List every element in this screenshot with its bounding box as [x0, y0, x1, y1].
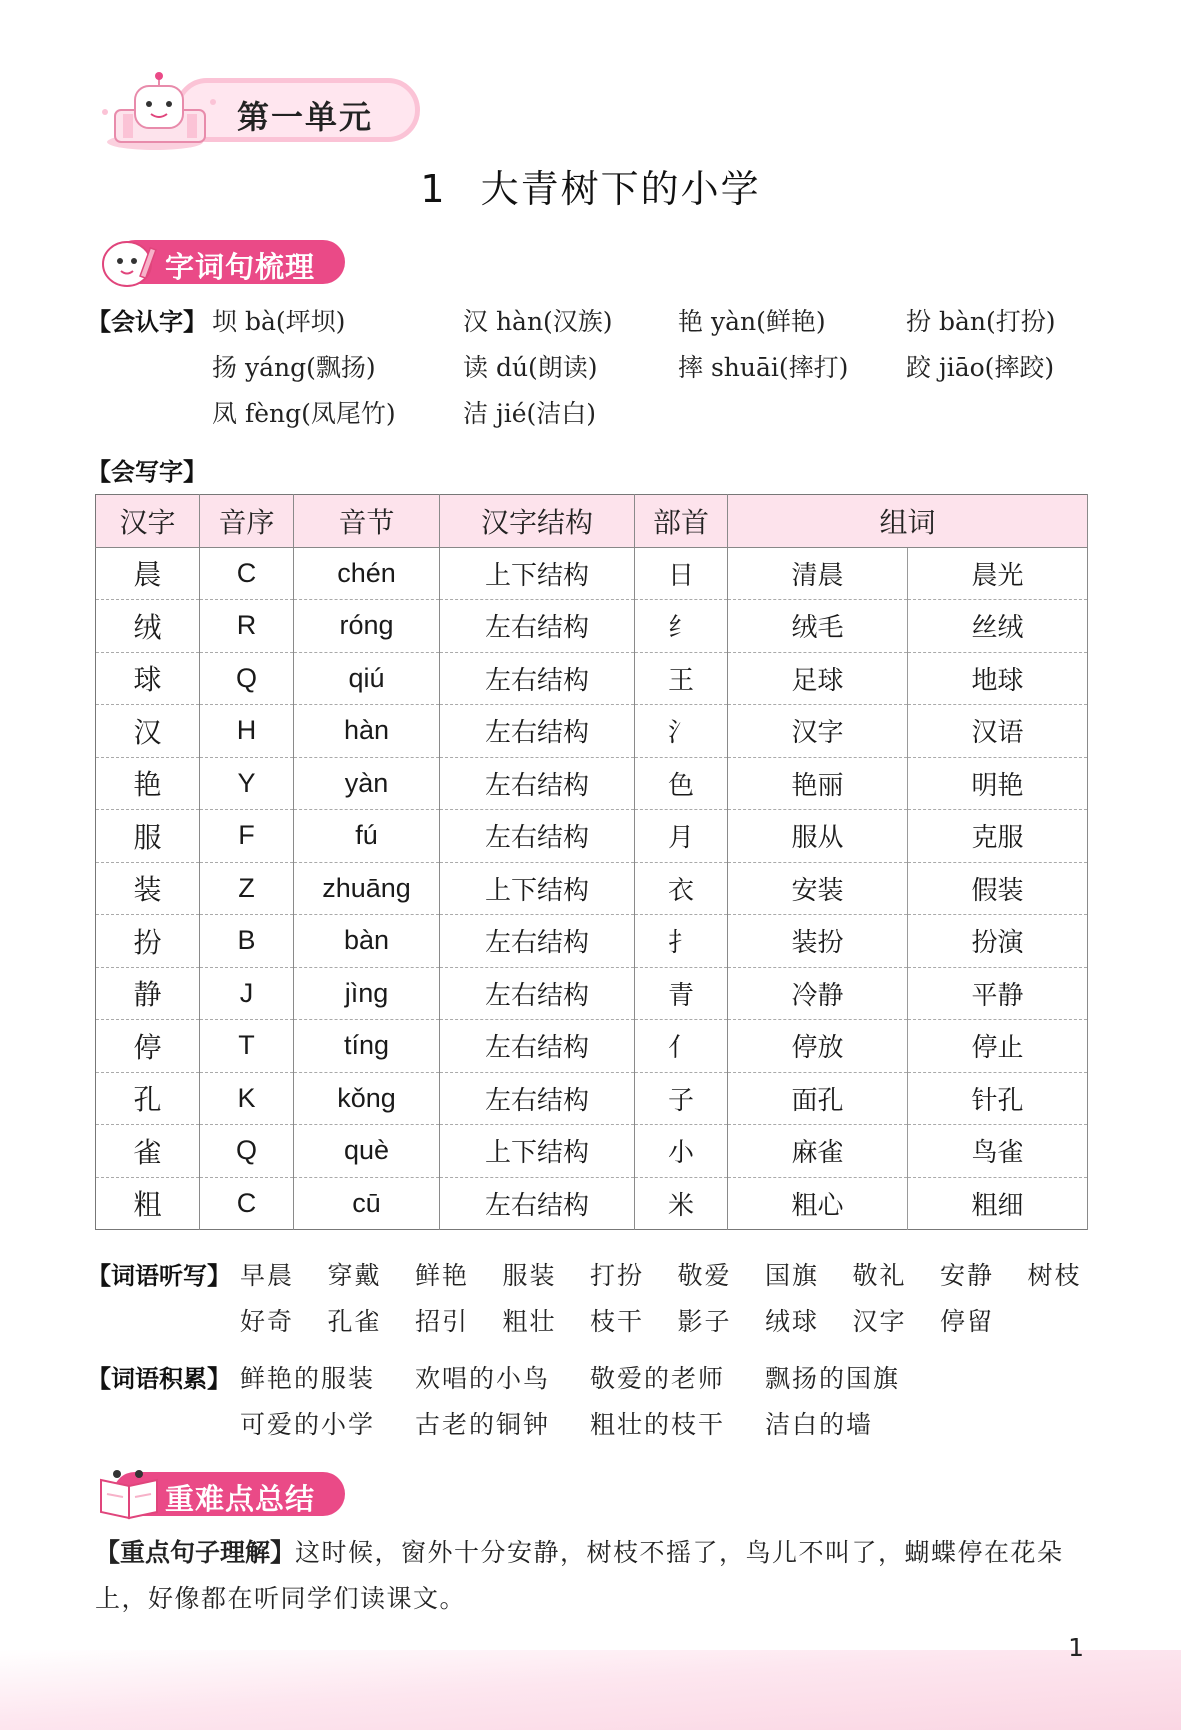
dictation-word: 穿戴 [327, 1261, 382, 1290]
robot-mascot-icon [95, 72, 225, 152]
dictation-word: 停留 [940, 1307, 995, 1336]
cell-radical: 衣 [635, 862, 728, 915]
cell-word: 艳丽 [728, 757, 908, 810]
cell-word: 面孔 [728, 1072, 908, 1125]
cell-order: R [200, 600, 294, 653]
cell-structure: 左右结构 [440, 757, 635, 810]
page-number: 1 [1068, 1633, 1084, 1662]
cell-radical: 亻 [635, 1020, 728, 1073]
header-structure: 汉字结构 [440, 495, 635, 548]
table-row [96, 1072, 1088, 1125]
cell-structure: 左右结构 [440, 652, 635, 705]
cell-word: 假装 [908, 862, 1088, 915]
key-sentence-text: 这时候，窗外十分安静，树枝不摇了，鸟儿不叫了，蝴蝶停在花朵上，好像都在听同学们读课文。 [95, 1538, 1064, 1613]
cell-order: C [200, 547, 294, 600]
cell-radical: 扌 [635, 915, 728, 968]
cell-word: 汉语 [908, 705, 1088, 758]
header-order: 音序 [200, 495, 294, 548]
cell-word: 冷静 [728, 967, 908, 1020]
lesson-number: 1 [420, 167, 447, 211]
cell-word: 麻雀 [728, 1125, 908, 1178]
cell-order: K [200, 1072, 294, 1125]
accumulate-phrase: 可爱的小学 [240, 1410, 376, 1439]
accumulate-phrase: 洁白的墙 [765, 1410, 874, 1439]
unit-banner [95, 72, 430, 152]
header-char: 汉字 [96, 495, 200, 548]
cell-order: C [200, 1177, 294, 1230]
pencil-mascot-icon [95, 234, 165, 290]
cell-radical: 子 [635, 1072, 728, 1125]
cell-radical: 纟 [635, 600, 728, 653]
cell-char: 装 [96, 862, 200, 915]
cell-structure: 左右结构 [440, 967, 635, 1020]
cell-word: 绒毛 [728, 600, 908, 653]
dictation-word: 安静 [940, 1261, 995, 1290]
cell-pinyin: qiú [294, 652, 440, 705]
cell-pinyin: hàn [294, 705, 440, 758]
cell-order: Q [200, 1125, 294, 1178]
dictation-word: 敬礼 [852, 1261, 907, 1290]
table-row [96, 915, 1088, 968]
table-row [96, 705, 1088, 758]
cell-pinyin: fú [294, 810, 440, 863]
cell-char: 雀 [96, 1125, 200, 1178]
cell-char: 服 [96, 810, 200, 863]
lesson-name: 大青树下的小学 [480, 167, 761, 211]
table-row [96, 652, 1088, 705]
cell-word: 足球 [728, 652, 908, 705]
cell-char: 汉 [96, 705, 200, 758]
cell-pinyin: què [294, 1125, 440, 1178]
recognize-item: 洁 jié(洁白) [463, 399, 596, 428]
cell-char: 停 [96, 1020, 200, 1073]
cell-word: 粗心 [728, 1177, 908, 1230]
accumulate-phrase: 粗壮的枝干 [590, 1410, 726, 1439]
cell-pinyin: chén [294, 547, 440, 600]
cell-structure: 上下结构 [440, 547, 635, 600]
cell-char: 孔 [96, 1072, 200, 1125]
cell-order: J [200, 967, 294, 1020]
section-title-words: 字词句梳理 [165, 250, 316, 284]
dictation-word: 绒球 [765, 1307, 820, 1336]
unit-title: 第一单元 [237, 98, 374, 136]
dictation-word: 鲜艳 [415, 1261, 470, 1290]
lesson-title [0, 158, 1181, 213]
cell-char: 艳 [96, 757, 200, 810]
cell-char: 球 [96, 652, 200, 705]
table-row [96, 600, 1088, 653]
cell-word: 针孔 [908, 1072, 1088, 1125]
cell-order: Y [200, 757, 294, 810]
cell-word: 粗细 [908, 1177, 1088, 1230]
book-mascot-icon [95, 1466, 165, 1522]
cell-word: 安装 [728, 862, 908, 915]
cell-structure: 左右结构 [440, 1020, 635, 1073]
dictation-word: 粗壮 [502, 1307, 557, 1336]
cell-radical: 日 [635, 547, 728, 600]
cell-pinyin: róng [294, 600, 440, 653]
header-radical: 部首 [635, 495, 728, 548]
cell-word: 清晨 [728, 547, 908, 600]
recognize-item: 扮 bàn(打扮) [906, 307, 1056, 336]
key-sentence-label: 【重点句子理解】 [95, 1538, 296, 1567]
cell-structure: 左右结构 [440, 705, 635, 758]
cell-order: B [200, 915, 294, 968]
cell-word: 汉字 [728, 705, 908, 758]
section-tag-key-points [95, 1470, 345, 1518]
recognize-item: 艳 yàn(鲜艳) [678, 307, 826, 336]
cell-word: 扮演 [908, 915, 1088, 968]
cell-structure: 左右结构 [440, 915, 635, 968]
cell-structure: 左右结构 [440, 1072, 635, 1125]
footer-band [0, 1650, 1181, 1730]
cell-radical: 小 [635, 1125, 728, 1178]
cell-order: T [200, 1020, 294, 1073]
cell-order: Q [200, 652, 294, 705]
cell-char: 晨 [96, 547, 200, 600]
table-row [96, 757, 1088, 810]
cell-char: 扮 [96, 915, 200, 968]
dictation-word: 树枝 [1027, 1261, 1082, 1290]
cell-structure: 左右结构 [440, 600, 635, 653]
cell-pinyin: jìng [294, 967, 440, 1020]
cell-word: 平静 [908, 967, 1088, 1020]
char-table [95, 494, 1088, 1230]
accumulate-phrase: 古老的铜钟 [415, 1410, 551, 1439]
table-row [96, 1177, 1088, 1230]
recognize-item: 汉 hàn(汉族) [463, 307, 613, 336]
cell-structure: 上下结构 [440, 862, 635, 915]
cell-word: 装扮 [728, 915, 908, 968]
table-header-row [96, 495, 1088, 548]
dictation-word: 孔雀 [327, 1307, 382, 1336]
cell-pinyin: tíng [294, 1020, 440, 1073]
table-row [96, 967, 1088, 1020]
cell-structure: 左右结构 [440, 810, 635, 863]
cell-word: 鸟雀 [908, 1125, 1088, 1178]
dictation-word: 服装 [502, 1261, 557, 1290]
cell-order: F [200, 810, 294, 863]
table-row [96, 1125, 1088, 1178]
cell-char: 静 [96, 967, 200, 1020]
cell-word: 晨光 [908, 547, 1088, 600]
dictation-word: 早晨 [240, 1261, 295, 1290]
cell-pinyin: kǒng [294, 1072, 440, 1125]
section-tag-words [95, 238, 345, 286]
header-pinyin: 音节 [294, 495, 440, 548]
write-label: 【会写字】 [87, 458, 207, 486]
accumulate-label: 【词语积累】 [87, 1365, 231, 1393]
cell-word: 停放 [728, 1020, 908, 1073]
cell-order: Z [200, 862, 294, 915]
dictation-word: 影子 [677, 1307, 732, 1336]
key-sentence [95, 1530, 1089, 1622]
cell-radical: 青 [635, 967, 728, 1020]
cell-structure: 左右结构 [440, 1177, 635, 1230]
table-row [96, 862, 1088, 915]
cell-pinyin: bàn [294, 915, 440, 968]
cell-word: 丝绒 [908, 600, 1088, 653]
cell-word: 克服 [908, 810, 1088, 863]
section-title-key-points: 重难点总结 [165, 1482, 316, 1516]
recognize-item: 跤 jiāo(摔跤) [906, 353, 1055, 382]
recognize-item: 摔 shuāi(摔打) [678, 353, 849, 382]
cell-word: 停止 [908, 1020, 1088, 1073]
cell-structure: 上下结构 [440, 1125, 635, 1178]
char-table-body [96, 547, 1088, 1230]
dictation-label: 【词语听写】 [87, 1262, 231, 1290]
accumulate-phrase: 欢唱的小鸟 [415, 1364, 551, 1393]
cell-pinyin: cū [294, 1177, 440, 1230]
recognize-item: 扬 yáng(飘扬) [212, 353, 376, 382]
cell-radical: 王 [635, 652, 728, 705]
cell-pinyin: zhuāng [294, 862, 440, 915]
accumulate-phrase: 飘扬的国旗 [765, 1364, 901, 1393]
table-row [96, 1020, 1088, 1073]
dictation-word: 国旗 [765, 1261, 820, 1290]
accumulate-phrase: 鲜艳的服装 [240, 1364, 376, 1393]
cell-radical: 米 [635, 1177, 728, 1230]
table-row [96, 547, 1088, 600]
recognize-item: 读 dú(朗读) [463, 353, 598, 382]
dictation-word: 汉字 [852, 1307, 907, 1336]
cell-radical: 氵 [635, 705, 728, 758]
dictation-word: 枝干 [590, 1307, 645, 1336]
accumulate-phrase: 敬爱的老师 [590, 1364, 726, 1393]
cell-word: 明艳 [908, 757, 1088, 810]
cell-radical: 色 [635, 757, 728, 810]
dictation-word: 打扮 [590, 1261, 645, 1290]
cell-radical: 月 [635, 810, 728, 863]
table-row [96, 810, 1088, 863]
recognize-label: 【会认字】 [87, 308, 207, 336]
dictation-word: 好奇 [240, 1307, 295, 1336]
cell-char: 粗 [96, 1177, 200, 1230]
dictation-word: 敬爱 [677, 1261, 732, 1290]
cell-order: H [200, 705, 294, 758]
dictation-word: 招引 [415, 1307, 470, 1336]
cell-char: 绒 [96, 600, 200, 653]
cell-word: 服从 [728, 810, 908, 863]
cell-pinyin: yàn [294, 757, 440, 810]
header-words: 组词 [728, 495, 1088, 548]
cell-word: 地球 [908, 652, 1088, 705]
recognize-item: 凤 fèng(凤尾竹) [212, 399, 396, 428]
recognize-item: 坝 bà(坪坝) [212, 307, 346, 336]
